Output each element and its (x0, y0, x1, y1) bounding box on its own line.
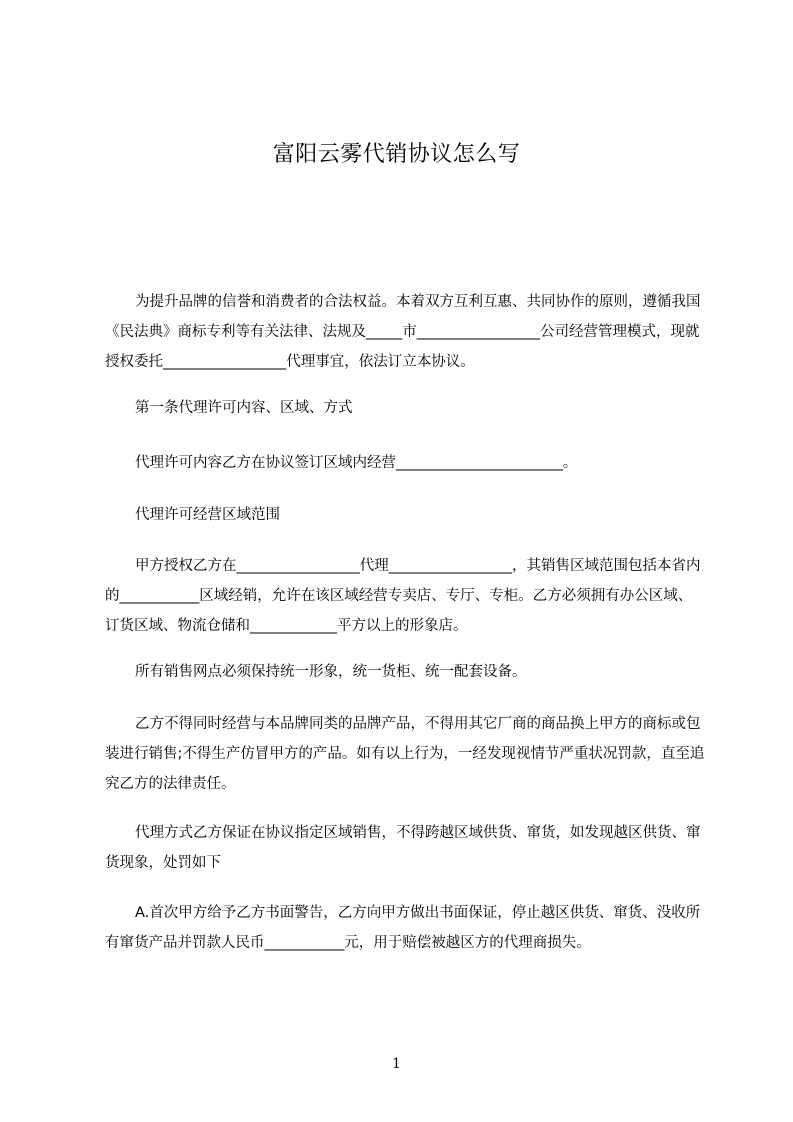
paragraph-unified-image: 所有销售网点必须保持统一形象，统一货柜、统一配套设备。 (135, 664, 527, 680)
paragraph-preamble: 为提升品牌的信誉和消费者的合法权益。本着双方互利互惠、共同协作的原则，遵循我国《民法典》商标专利等有关法律、法规及_____市_________________公司经营管理模式，现就授权委托_________________代理事宜，依法订立本协议。 (105, 294, 701, 370)
paragraph-license-region: 甲方授权乙方在_________________代理_________________，其销售区域范围包括本省内的___________区域经销，允许在该区域经营专卖店、专厅、专柜。乙方必须拥有办公区域、订货区域、物流仓储和____________平方以上的形象店。 (105, 558, 701, 634)
paragraph-no-competing-brands: 乙方不得同时经营与本品牌同类的品牌产品，不得用其它厂商的商品换上甲方的商标或包装进行销售;不得生产仿冒甲方的产品。如有以上行为，一经发现视情节严重状况罚款，直至追究乙方的法律责任。 (105, 716, 705, 792)
page-number: 1 (392, 1056, 401, 1072)
paragraph-agency-method: 代理方式乙方保证在协议指定区域销售，不得跨越区域供货、窜货，如发现越区供货、窜货现象，处罚如下 (105, 825, 701, 871)
document-title: 富阳云雾代销协议怎么写 (272, 142, 521, 167)
paragraph-license-content: 代理许可内容乙方在协议签订区域内经营_______________________。 (135, 455, 578, 471)
paragraph-license-region-heading: 代理许可经营区域范围 (135, 507, 280, 523)
paragraph-article-1-heading: 第一条代理许可内容、区域、方式 (135, 400, 353, 416)
paragraph-penalty-a: A.首次甲方给予乙方书面警告，乙方向甲方做出书面保证，停止越区供货、窜货、没收所有窜货产品并罚款人民币___________元，用于赔偿被越区方的代理商损失。 (105, 905, 701, 951)
